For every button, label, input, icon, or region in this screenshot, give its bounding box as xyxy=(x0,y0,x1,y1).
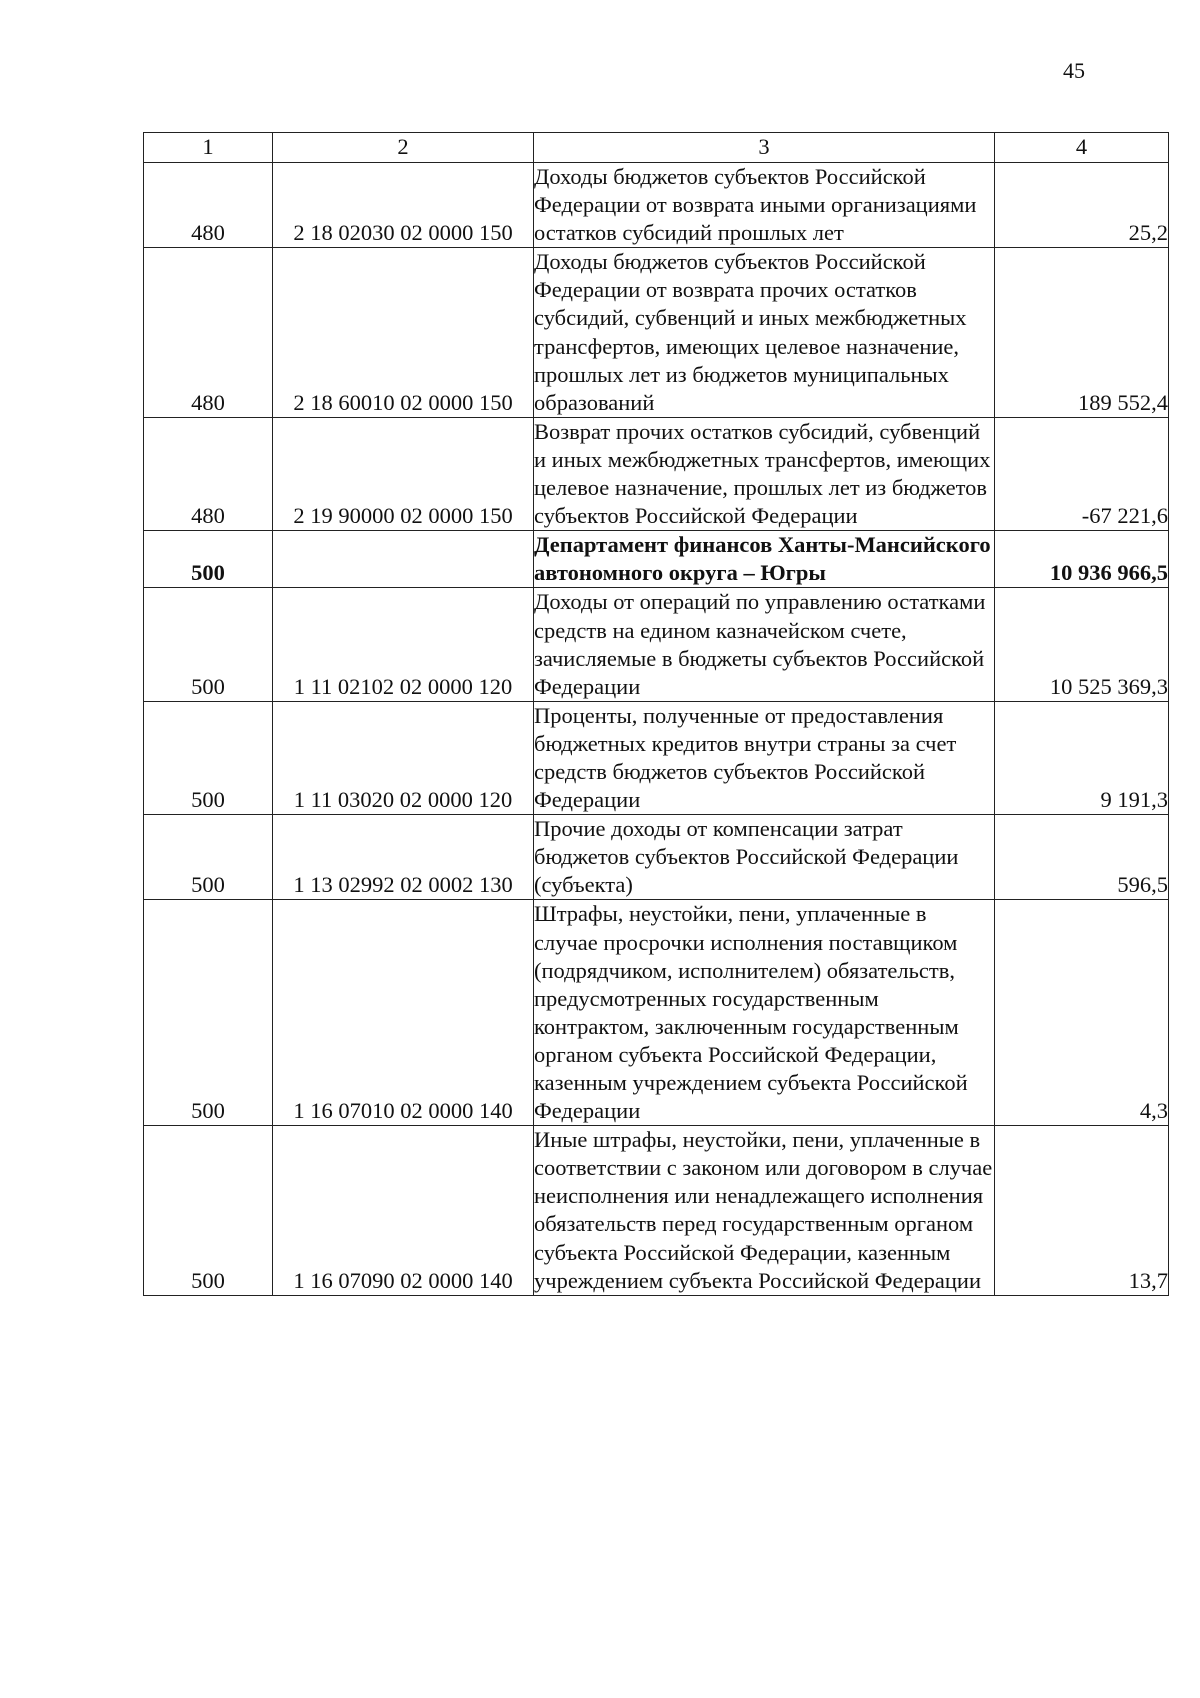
revenue-name-cell: Доходы бюджетов субъектов Российской Федерации от возврата иными организациями остатков субсидий прошлых лет xyxy=(534,163,995,248)
revenue-code-cell: 1 13 02992 02 0002 130 xyxy=(273,815,534,900)
column-header-2: 2 xyxy=(273,133,534,163)
amount-cell: 189 552,4 xyxy=(995,248,1169,418)
amount-cell: 596,5 xyxy=(995,815,1169,900)
admin-code-cell: 500 xyxy=(144,1126,273,1296)
revenue-code-cell: 2 19 90000 02 0000 150 xyxy=(273,417,534,530)
header-row xyxy=(144,133,1169,163)
department-total-cell: 10 936 966,5 xyxy=(995,531,1169,588)
revenue-code-cell: 2 18 02030 02 0000 150 xyxy=(273,163,534,248)
revenue-name-cell: Доходы от операций по управлению остатками средств на едином казначейском счете, зачисляемые в бюджеты субъектов Российской Федерации xyxy=(534,588,995,701)
department-name-cell: Департамент финансов Ханты-Мансийского автономного округа – Югры xyxy=(534,531,995,588)
revenue-code-cell xyxy=(273,531,534,588)
revenue-name-cell: Иные штрафы, неустойки, пени, уплаченные в соответствии с законом или договором в случае неисполнения или ненадлежащего исполнения обязательств перед государственным органом субъекта Российской Федерации, казенным учреждением субъекта Российской Федерации xyxy=(534,1126,995,1296)
table-row-department-total xyxy=(144,531,1169,588)
revenue-name-cell: Проценты, полученные от предоставления бюджетных кредитов внутри страны за счет средств бюджетов субъектов Российской Федерации xyxy=(534,701,995,814)
column-header-4: 4 xyxy=(995,133,1169,163)
table-row xyxy=(144,417,1169,530)
revenue-code-cell: 2 18 60010 02 0000 150 xyxy=(273,248,534,418)
admin-code-cell: 480 xyxy=(144,163,273,248)
admin-code-cell: 480 xyxy=(144,417,273,530)
table-row xyxy=(144,701,1169,814)
table-body xyxy=(144,163,1169,1296)
column-header-1: 1 xyxy=(144,133,273,163)
revenue-table xyxy=(143,132,1169,1296)
revenue-name-cell: Прочие доходы от компенсации затрат бюджетов субъектов Российской Федерации (субъекта) xyxy=(534,815,995,900)
table-row xyxy=(144,248,1169,418)
admin-code-cell: 480 xyxy=(144,248,273,418)
amount-cell: 10 525 369,3 xyxy=(995,588,1169,701)
table-row xyxy=(144,900,1169,1126)
admin-code-cell: 500 xyxy=(144,815,273,900)
admin-code-cell: 500 xyxy=(144,900,273,1126)
table-header xyxy=(144,133,1169,163)
admin-code-cell: 500 xyxy=(144,531,273,588)
admin-code-cell: 500 xyxy=(144,588,273,701)
amount-cell: 9 191,3 xyxy=(995,701,1169,814)
amount-cell: 13,7 xyxy=(995,1126,1169,1296)
table-row xyxy=(144,163,1169,248)
admin-code-cell: 500 xyxy=(144,701,273,814)
page-number: 45 xyxy=(1063,58,1085,83)
revenue-name-cell: Возврат прочих остатков субсидий, субвенций и иных межбюджетных трансфертов, имеющих целевое назначение, прошлых лет из бюджетов субъектов Российской Федерации xyxy=(534,417,995,530)
table-row xyxy=(144,588,1169,701)
amount-cell: 4,3 xyxy=(995,900,1169,1126)
amount-cell: -67 221,6 xyxy=(995,417,1169,530)
column-header-3: 3 xyxy=(534,133,995,163)
revenue-code-cell: 1 11 02102 02 0000 120 xyxy=(273,588,534,701)
revenue-code-cell: 1 11 03020 02 0000 120 xyxy=(273,701,534,814)
table-row xyxy=(144,815,1169,900)
amount-cell: 25,2 xyxy=(995,163,1169,248)
revenue-name-cell: Штрафы, неустойки, пени, уплаченные в случае просрочки исполнения поставщиком (подрядчиком, исполнителем) обязательств, предусмотренных государственным контрактом, заключенным государственным органом субъекта Российской Федерации, казенным учреждением субъекта Российской Федерации xyxy=(534,900,995,1126)
revenue-name-cell: Доходы бюджетов субъектов Российской Федерации от возврата прочих остатков субсидий, субвенций и иных межбюджетных трансфертов, имеющих целевое назначение, прошлых лет из бюджетов муниципальных образований xyxy=(534,248,995,418)
revenue-code-cell: 1 16 07090 02 0000 140 xyxy=(273,1126,534,1296)
table-row xyxy=(144,1126,1169,1296)
revenue-code-cell: 1 16 07010 02 0000 140 xyxy=(273,900,534,1126)
